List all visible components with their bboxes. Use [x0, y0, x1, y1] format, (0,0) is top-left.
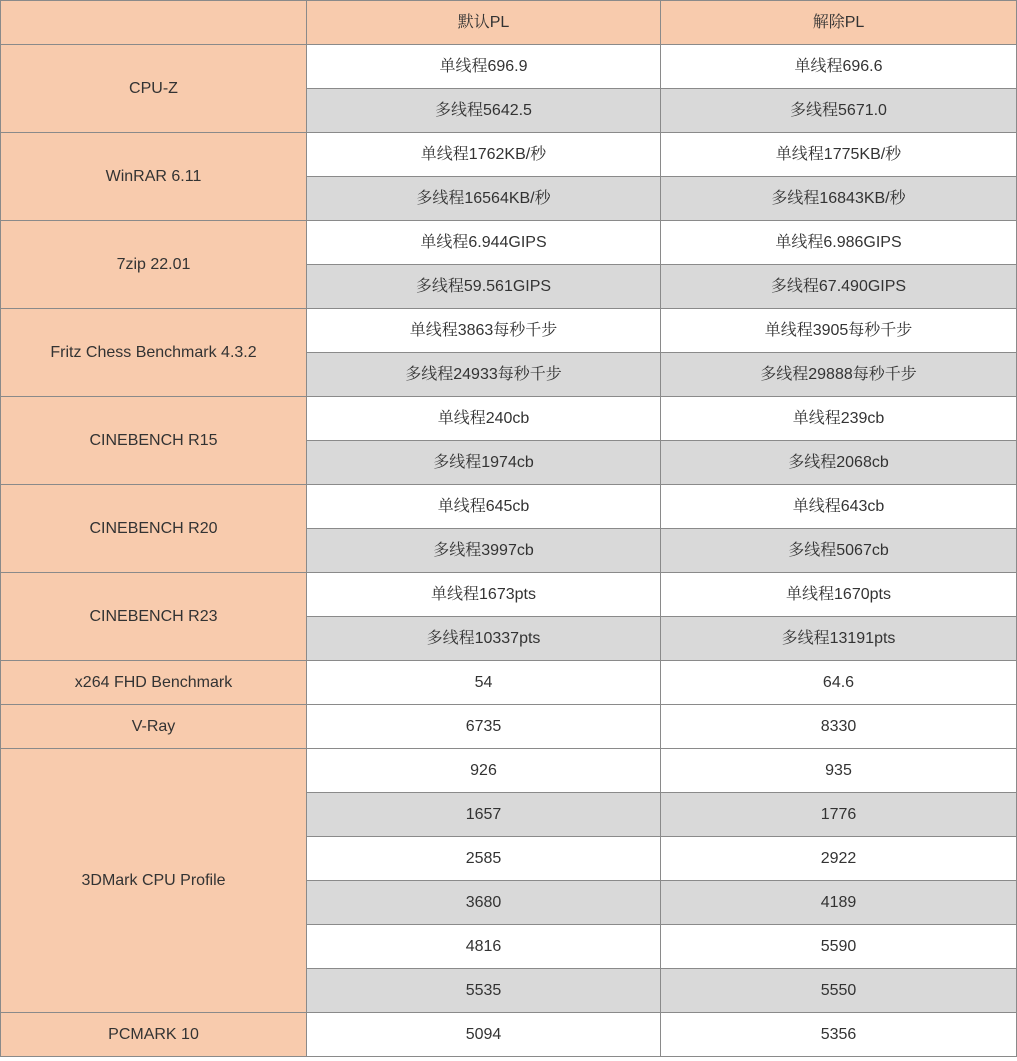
default-pl-value-cell: 单线程696.9 [307, 45, 661, 89]
benchmark-name-cell: Fritz Chess Benchmark 4.3.2 [1, 309, 307, 397]
default-pl-value-cell: 单线程6.944GIPS [307, 221, 661, 265]
unlocked-pl-value-cell: 多线程29888每秒千步 [661, 353, 1017, 397]
default-pl-value-cell: 3680 [307, 881, 661, 925]
default-pl-value-cell: 1657 [307, 793, 661, 837]
table-row [1, 45, 1017, 89]
unlocked-pl-value-cell: 多线程5671.0 [661, 89, 1017, 133]
default-pl-value-cell: 5094 [307, 1013, 661, 1057]
unlocked-pl-value-cell: 4189 [661, 881, 1017, 925]
default-pl-value-cell: 4816 [307, 925, 661, 969]
table-row [1, 309, 1017, 353]
benchmark-name-cell: CPU-Z [1, 45, 307, 133]
table-row [1, 485, 1017, 529]
default-pl-value-cell: 单线程645cb [307, 485, 661, 529]
default-pl-value-cell: 54 [307, 661, 661, 705]
unlocked-pl-value-cell: 64.6 [661, 661, 1017, 705]
benchmark-name-cell: 7zip 22.01 [1, 221, 307, 309]
header-default-pl: 默认PL [307, 1, 661, 45]
default-pl-value-cell: 多线程3997cb [307, 529, 661, 573]
unlocked-pl-value-cell: 单线程6.986GIPS [661, 221, 1017, 265]
default-pl-value-cell: 多线程24933每秒千步 [307, 353, 661, 397]
benchmark-name-cell: CINEBENCH R20 [1, 485, 307, 573]
unlocked-pl-value-cell: 单线程1775KB/秒 [661, 133, 1017, 177]
benchmark-name-cell: V-Ray [1, 705, 307, 749]
header-unlocked-pl: 解除PL [661, 1, 1017, 45]
benchmark-name-cell: WinRAR 6.11 [1, 133, 307, 221]
default-pl-value-cell: 多线程16564KB/秒 [307, 177, 661, 221]
unlocked-pl-value-cell: 单线程643cb [661, 485, 1017, 529]
unlocked-pl-value-cell: 多线程13191pts [661, 617, 1017, 661]
default-pl-value-cell: 单线程1762KB/秒 [307, 133, 661, 177]
table-row [1, 397, 1017, 441]
default-pl-value-cell: 2585 [307, 837, 661, 881]
unlocked-pl-value-cell: 5356 [661, 1013, 1017, 1057]
default-pl-value-cell: 单线程3863每秒千步 [307, 309, 661, 353]
unlocked-pl-value-cell: 多线程67.490GIPS [661, 265, 1017, 309]
default-pl-value-cell: 多线程10337pts [307, 617, 661, 661]
unlocked-pl-value-cell: 单线程1670pts [661, 573, 1017, 617]
default-pl-value-cell: 多线程1974cb [307, 441, 661, 485]
unlocked-pl-value-cell: 2922 [661, 837, 1017, 881]
default-pl-value-cell: 单线程1673pts [307, 573, 661, 617]
unlocked-pl-value-cell: 935 [661, 749, 1017, 793]
header-corner-cell [1, 1, 307, 45]
table-row [1, 661, 1017, 705]
unlocked-pl-value-cell: 单线程239cb [661, 397, 1017, 441]
default-pl-value-cell: 多线程5642.5 [307, 89, 661, 133]
benchmark-name-cell: CINEBENCH R23 [1, 573, 307, 661]
table-row [1, 573, 1017, 617]
default-pl-value-cell: 单线程240cb [307, 397, 661, 441]
table-row [1, 133, 1017, 177]
table-row [1, 749, 1017, 793]
unlocked-pl-value-cell: 8330 [661, 705, 1017, 749]
unlocked-pl-value-cell: 5550 [661, 969, 1017, 1013]
table-row [1, 1013, 1017, 1057]
benchmark-name-cell: 3DMark CPU Profile [1, 749, 307, 1013]
table-row [1, 705, 1017, 749]
default-pl-value-cell: 926 [307, 749, 661, 793]
table-row [1, 221, 1017, 265]
unlocked-pl-value-cell: 多线程2068cb [661, 441, 1017, 485]
unlocked-pl-value-cell: 单线程696.6 [661, 45, 1017, 89]
unlocked-pl-value-cell: 多线程16843KB/秒 [661, 177, 1017, 221]
benchmark-name-cell: PCMARK 10 [1, 1013, 307, 1057]
benchmark-name-cell: x264 FHD Benchmark [1, 661, 307, 705]
header-row [1, 1, 1017, 45]
benchmark-table-body [1, 1, 1017, 1057]
unlocked-pl-value-cell: 多线程5067cb [661, 529, 1017, 573]
unlocked-pl-value-cell: 单线程3905每秒千步 [661, 309, 1017, 353]
unlocked-pl-value-cell: 1776 [661, 793, 1017, 837]
unlocked-pl-value-cell: 5590 [661, 925, 1017, 969]
benchmark-name-cell: CINEBENCH R15 [1, 397, 307, 485]
default-pl-value-cell: 6735 [307, 705, 661, 749]
default-pl-value-cell: 多线程59.561GIPS [307, 265, 661, 309]
default-pl-value-cell: 5535 [307, 969, 661, 1013]
